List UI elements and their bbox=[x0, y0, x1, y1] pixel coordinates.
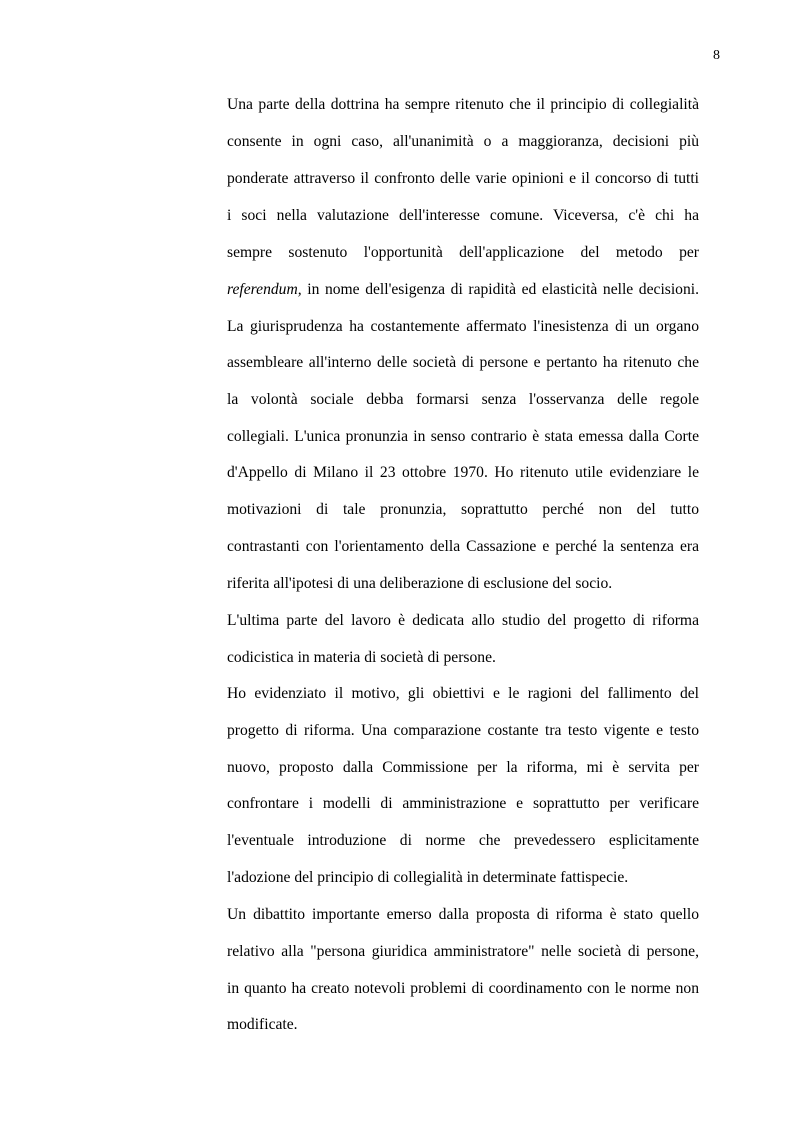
text-line: Una parte della dottrina ha sempre ritenuto che il principio di collegialità bbox=[227, 96, 699, 113]
text-line: contrastanti con l'orientamento della Cassazione e perché la sentenza era bbox=[227, 538, 699, 555]
text-line: sempre sostenuto l'opportunità dell'applicazione del metodo per bbox=[227, 244, 699, 261]
text-line: l'eventuale introduzione di norme che prevedessero esplicitamente bbox=[227, 832, 699, 849]
text-line: i soci nella valutazione dell'interesse comune. Viceversa, c'è chi ha bbox=[227, 207, 699, 224]
text-line: riferita all'ipotesi di una deliberazione di esclusione del socio. bbox=[227, 575, 613, 592]
italic-term: referendum, bbox=[227, 281, 302, 298]
text-line: nuovo, proposto dalla Commissione per la riforma, mi è servita per bbox=[227, 759, 699, 776]
text-line: assembleare all'interno delle società di persone e pertanto ha ritenuto che bbox=[227, 354, 699, 371]
text-line: l'adozione del principio di collegialità in determinate fattispecie. bbox=[227, 869, 629, 886]
line-text: in nome dell'esigenza di rapidità ed elasticità nelle decisioni. bbox=[301, 281, 699, 298]
text-line: Un dibattito importante emerso dalla proposta di riforma è stato quello bbox=[227, 906, 699, 923]
text-line: d'Appello di Milano il 23 ottobre 1970. Ho ritenuto utile evidenziare le bbox=[227, 464, 699, 481]
text-line: relativo alla "persona giuridica amministratore" nelle società di persone, bbox=[227, 943, 699, 960]
text-line: modificate. bbox=[227, 1016, 298, 1033]
text-line: L'ultima parte del lavoro è dedicata allo studio del progetto di riforma bbox=[227, 612, 699, 629]
text-line: Ho evidenziato il motivo, gli obiettivi e le ragioni del fallimento del bbox=[227, 685, 699, 702]
text-line: motivazioni di tale pronunzia, soprattutto perché non del tutto bbox=[227, 501, 699, 518]
text-line: La giurisprudenza ha costantemente affermato l'inesistenza di un organo bbox=[227, 318, 699, 335]
text-line: collegiali. L'unica pronunzia in senso contrario è stata emessa dalla Corte bbox=[227, 428, 699, 445]
page-number: 8 bbox=[713, 48, 720, 63]
text-line: codicistica in materia di società di persone. bbox=[227, 649, 496, 666]
text-line: progetto di riforma. Una comparazione costante tra testo vigente e testo bbox=[227, 722, 699, 739]
text-line: la volontà sociale debba formarsi senza l'osservanza delle regole bbox=[227, 391, 699, 408]
text-line: confrontare i modelli di amministrazione e soprattutto per verificare bbox=[227, 795, 699, 812]
text-line bbox=[227, 280, 699, 300]
text-line: in quanto ha creato notevoli problemi di coordinamento con le norme non bbox=[227, 980, 699, 997]
text-line: ponderate attraverso il confronto delle varie opinioni e il concorso di tutti bbox=[227, 170, 699, 187]
text-line: consente in ogni caso, all'unanimità o a maggioranza, decisioni più bbox=[227, 133, 699, 150]
